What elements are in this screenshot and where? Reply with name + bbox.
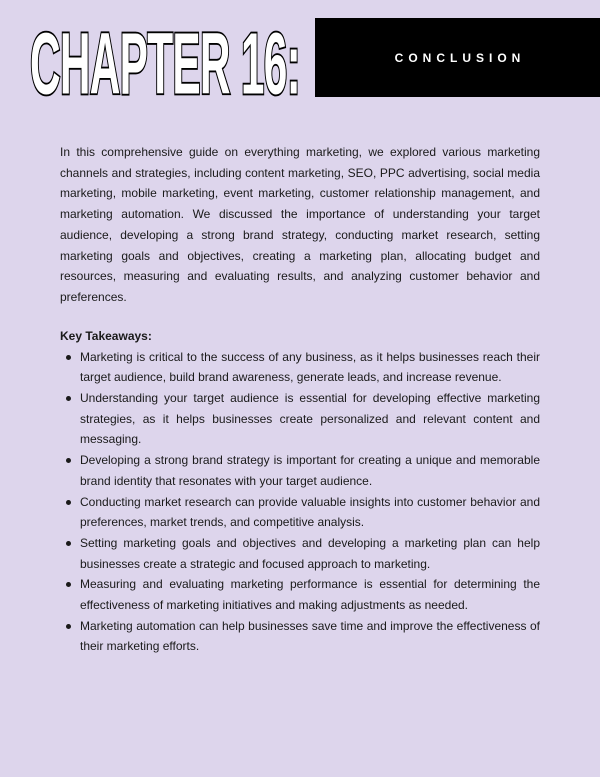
- body-content: [60, 142, 540, 657]
- list-item: [80, 574, 540, 615]
- list-item-text: Understanding your target audience is essential for developing effective marketing strategies, as it helps businesses create personalized and relevant content and messaging.: [80, 391, 540, 447]
- chapter-title: [28, 8, 313, 113]
- list-item-text: Marketing is critical to the success of any business, as it helps businesses reach their target audience, build brand awareness, generate leads, and increase revenue.: [80, 349, 540, 385]
- list-item: [80, 616, 540, 657]
- list-item: [80, 347, 540, 388]
- section-banner: [315, 18, 600, 97]
- bullet-icon: [66, 624, 71, 629]
- intro-paragraph: In this comprehensive guide on everything marketing, we explored various marketing channels and strategies, including content marketing, SEO, PPC advertising, social media marketing, mobile marketing, event marketing, customer relationship management, and marketing automation. We discussed the importance of understanding your target audience, developing a strong brand strategy, conducting market research, setting marketing goals and objectives, creating a marketing plan, allocating budget and resources, measuring and evaluating results, and analyzing customer behavior and preferences.: [60, 145, 540, 304]
- list-item: [80, 492, 540, 533]
- bullet-icon: [66, 500, 71, 505]
- bullet-icon: [66, 355, 71, 360]
- list-item-text: Marketing automation can help businesses save time and improve the effectiveness of their marketing efforts.: [80, 618, 540, 654]
- list-item-text: Measuring and evaluating marketing performance is essential for determining the effectiveness of marketing initiatives and making adjustments as needed.: [80, 577, 540, 613]
- list-item-text: Conducting market research can provide valuable insights into customer behavior and preferences, market trends, and competitive analysis.: [80, 494, 540, 530]
- bullet-icon: [66, 396, 71, 401]
- key-takeaways-list: [60, 347, 540, 658]
- bullet-icon: [66, 541, 71, 546]
- section-label: CONCLUSION: [394, 50, 526, 65]
- list-item: [80, 533, 540, 574]
- list-item: [80, 388, 540, 450]
- key-takeaways-heading: Key Takeaways:: [60, 328, 152, 343]
- list-item-text: Setting marketing goals and objectives and developing a marketing plan can help businesses create a strategic and focused approach to marketing.: [80, 535, 540, 571]
- list-item-text: Developing a strong brand strategy is important for creating a unique and memorable brand identity that resonates with your target audience.: [80, 453, 540, 488]
- chapter-title-text: CHAPTER 16:: [30, 14, 300, 113]
- bullet-icon: [66, 458, 71, 463]
- list-item: [80, 450, 540, 491]
- bullet-icon: [66, 582, 71, 587]
